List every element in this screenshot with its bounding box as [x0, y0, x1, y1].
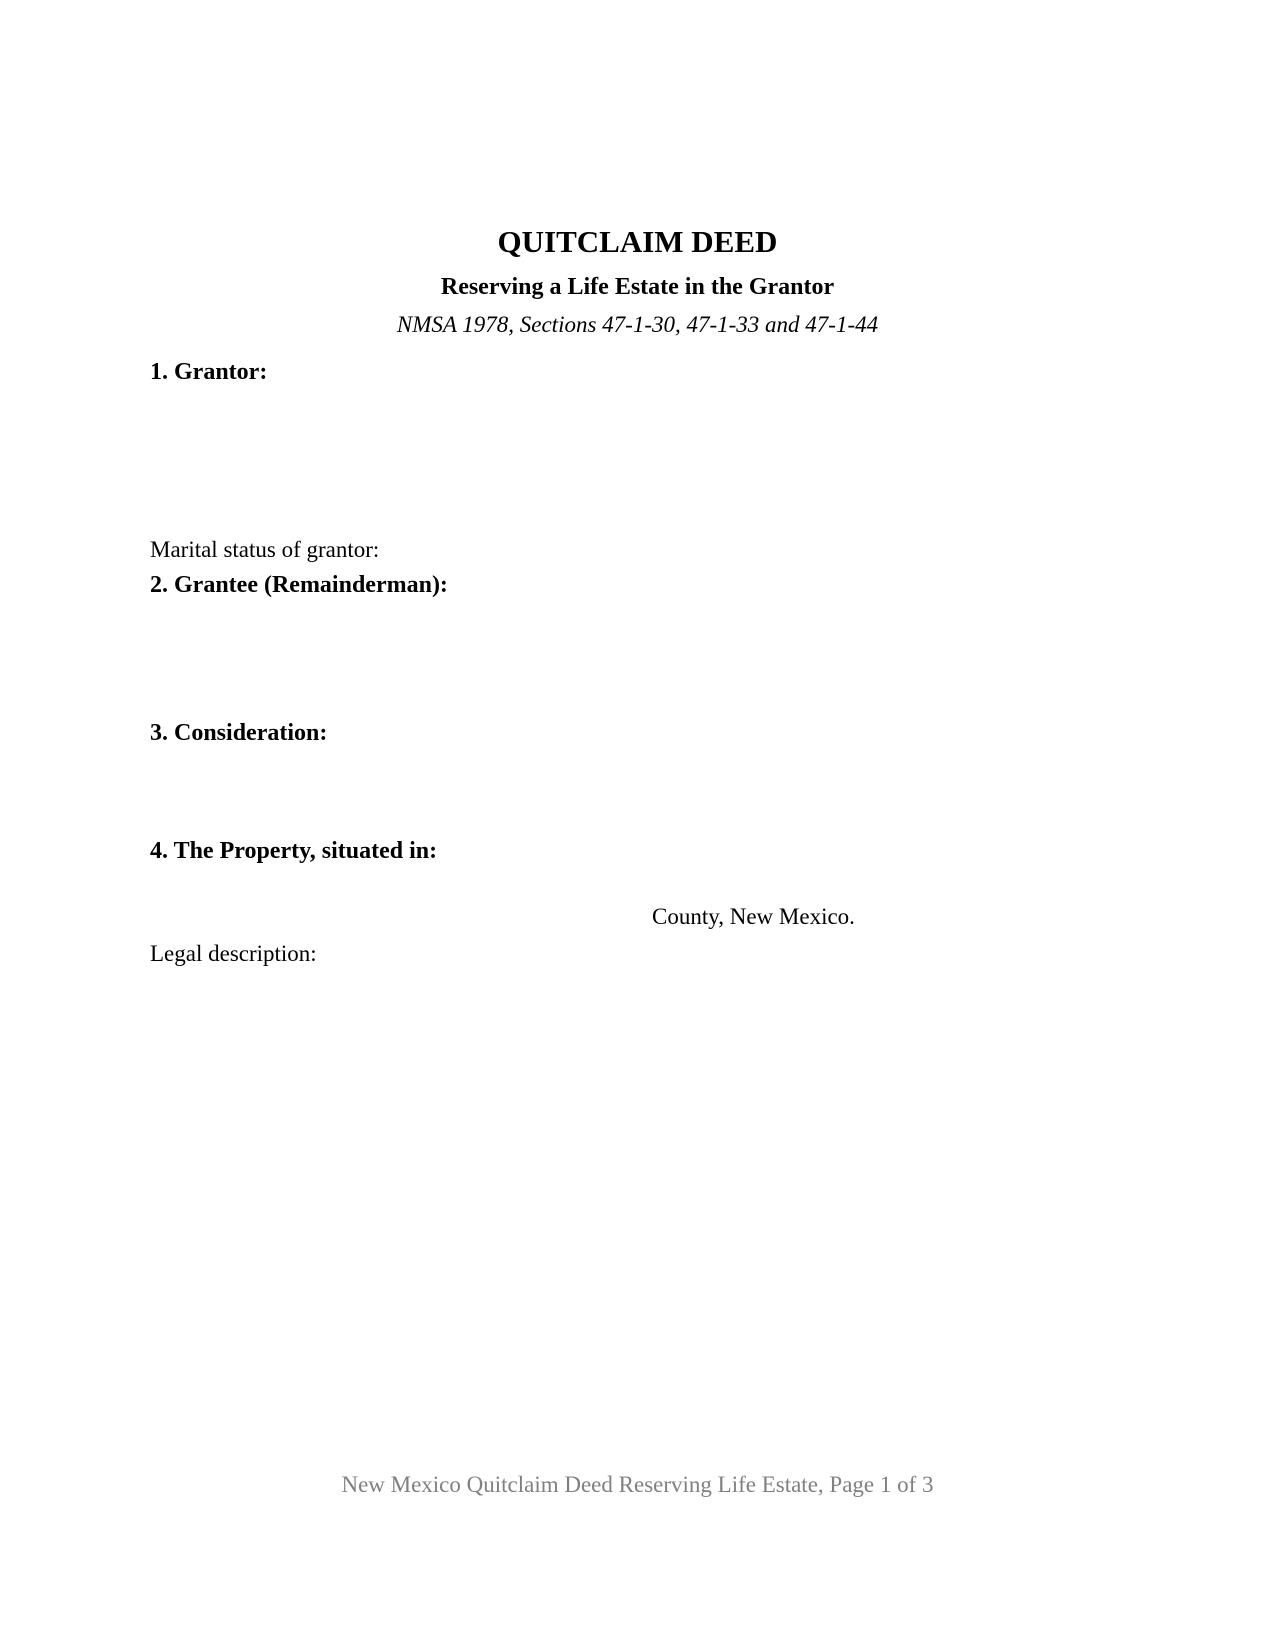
county-suffix: County, New Mexico.: [652, 904, 855, 929]
marital-status-label: Marital status of grantor:: [150, 537, 380, 562]
document-subtitle: Reserving a Life Estate in the Grantor: [440, 274, 835, 300]
grantor-heading: 1. Grantor:: [150, 359, 268, 385]
document-title: QUITCLAIM DEED: [497, 224, 778, 259]
statute-citation: NMSA 1978, Sections 47-1-30, 47-1-33 and 47-1-44: [396, 312, 879, 337]
page-footer: New Mexico Quitclaim Deed Reserving Life Estate, Page 1 of 3: [341, 1472, 934, 1497]
property-heading: 4. The Property, situated in:: [150, 838, 438, 864]
grantee-heading: 2. Grantee (Remainderman):: [150, 572, 448, 598]
consideration-heading: 3. Consideration:: [150, 720, 328, 746]
legal-description-label: Legal description:: [150, 941, 317, 966]
